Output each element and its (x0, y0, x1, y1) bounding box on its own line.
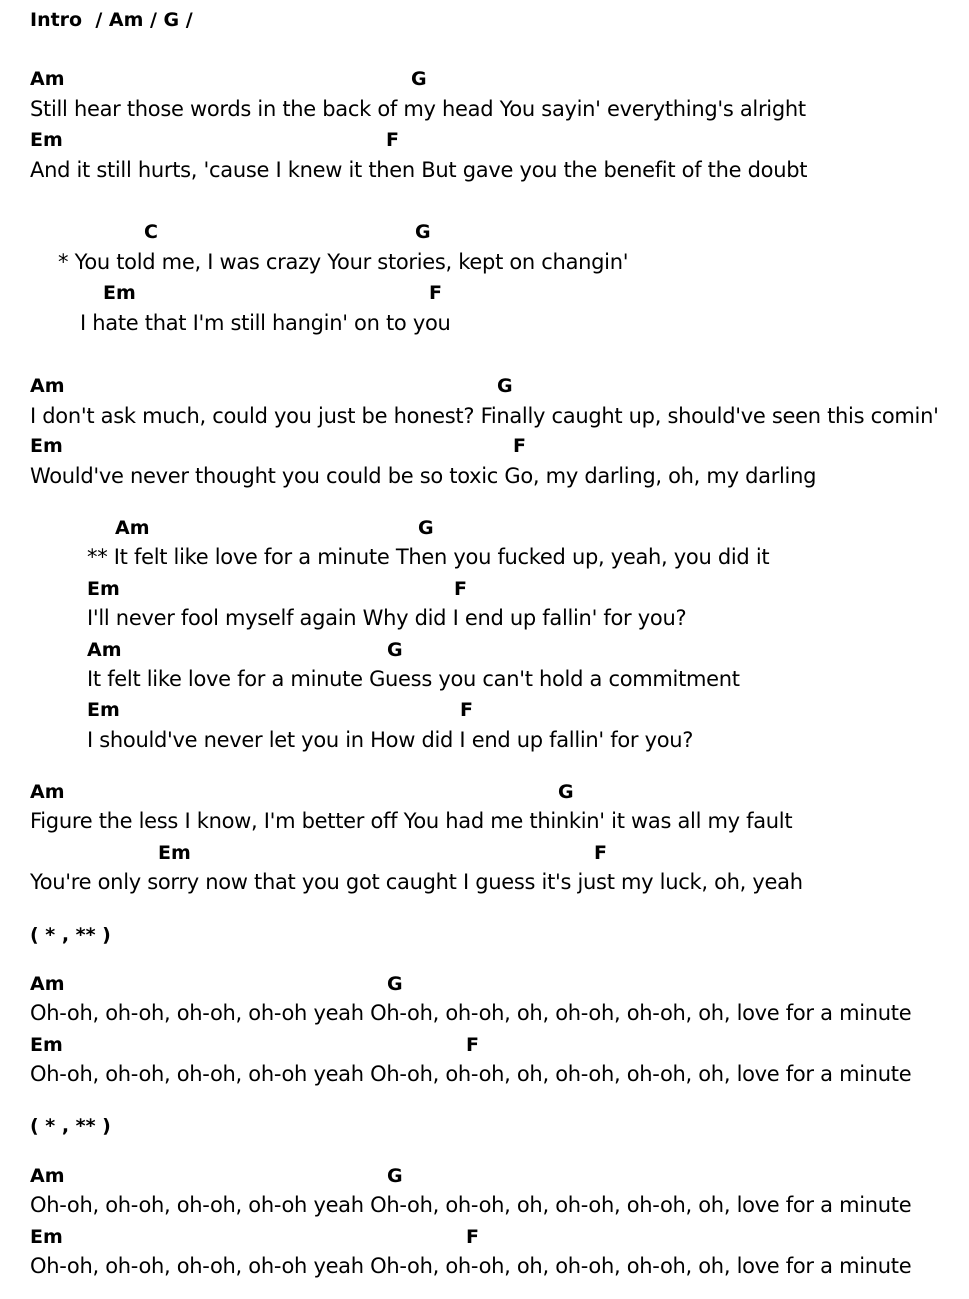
chord-f: F (454, 578, 467, 600)
chord-g: G (387, 1165, 403, 1187)
chord-em: Em (87, 699, 120, 721)
chord-em: Em (30, 1034, 63, 1056)
chord-am: Am (30, 973, 65, 995)
chord-f: F (466, 1034, 479, 1056)
chord-g: G (558, 781, 574, 803)
chord-am: Am (87, 639, 122, 661)
lyric-line: Figure the less I know, I'm better off You had me thinkin' it was all my fault (30, 809, 793, 833)
chord-em: Em (87, 578, 120, 600)
lyric-line: I don't ask much, could you just be honest? Finally caught up, should've seen this comin' (30, 404, 939, 428)
intro-line: Intro / Am / G / (30, 9, 193, 31)
chord-f: F (594, 842, 607, 864)
chord-em: Em (103, 282, 136, 304)
chord-g: G (497, 375, 513, 397)
chord-g: G (387, 639, 403, 661)
lyric-line: * You told me, I was crazy Your stories, kept on changin' (58, 250, 629, 274)
chord-em: Em (30, 1226, 63, 1248)
chord-f: F (460, 699, 473, 721)
chord-g: G (418, 517, 434, 539)
repeat-marker: ( * , ** ) (30, 924, 111, 946)
lyric-line: Still hear those words in the back of my head You sayin' everything's alright (30, 97, 806, 121)
lyric-line: Oh-oh, oh-oh, oh-oh, oh-oh yeah Oh-oh, oh-oh, oh, oh-oh, oh-oh, oh, love for a minute (30, 1193, 912, 1217)
lyric-line: Oh-oh, oh-oh, oh-oh, oh-oh yeah Oh-oh, oh-oh, oh, oh-oh, oh-oh, oh, love for a minute (30, 1001, 912, 1025)
lyric-line: I'll never fool myself again Why did I end up fallin' for you? (87, 606, 687, 630)
chord-am: Am (30, 375, 65, 397)
lyric-line: ** It felt like love for a minute Then you fucked up, yeah, you did it (87, 545, 770, 569)
chord-g: G (387, 973, 403, 995)
chord-em: Em (30, 129, 63, 151)
chord-c: C (144, 221, 158, 243)
chord-am: Am (30, 68, 65, 90)
lyric-line: It felt like love for a minute Guess you can't hold a commitment (87, 667, 740, 691)
chord-em: Em (30, 435, 63, 457)
chord-em: Em (158, 842, 191, 864)
lyric-line: Oh-oh, oh-oh, oh-oh, oh-oh yeah Oh-oh, oh-oh, oh, oh-oh, oh-oh, oh, love for a minute (30, 1254, 912, 1278)
chord-am: Am (30, 781, 65, 803)
chord-am: Am (115, 517, 150, 539)
lyric-line: Oh-oh, oh-oh, oh-oh, oh-oh yeah Oh-oh, oh-oh, oh, oh-oh, oh-oh, oh, love for a minute (30, 1062, 912, 1086)
chord-f: F (466, 1226, 479, 1248)
lyric-line: And it still hurts, 'cause I knew it then But gave you the benefit of the doubt (30, 158, 808, 182)
chord-g: G (415, 221, 431, 243)
lyric-line: Would've never thought you could be so toxic Go, my darling, oh, my darling (30, 464, 817, 488)
chord-f: F (429, 282, 442, 304)
chord-am: Am (30, 1165, 65, 1187)
lyric-line: I should've never let you in How did I end up fallin' for you? (87, 728, 694, 752)
lyric-line: I hate that I'm still hangin' on to you (80, 311, 451, 335)
repeat-marker: ( * , ** ) (30, 1115, 111, 1137)
chord-g: G (411, 68, 427, 90)
chord-f: F (386, 129, 399, 151)
lyric-line: You're only sorry now that you got caught I guess it's just my luck, oh, yeah (30, 870, 803, 894)
chord-f: F (513, 435, 526, 457)
